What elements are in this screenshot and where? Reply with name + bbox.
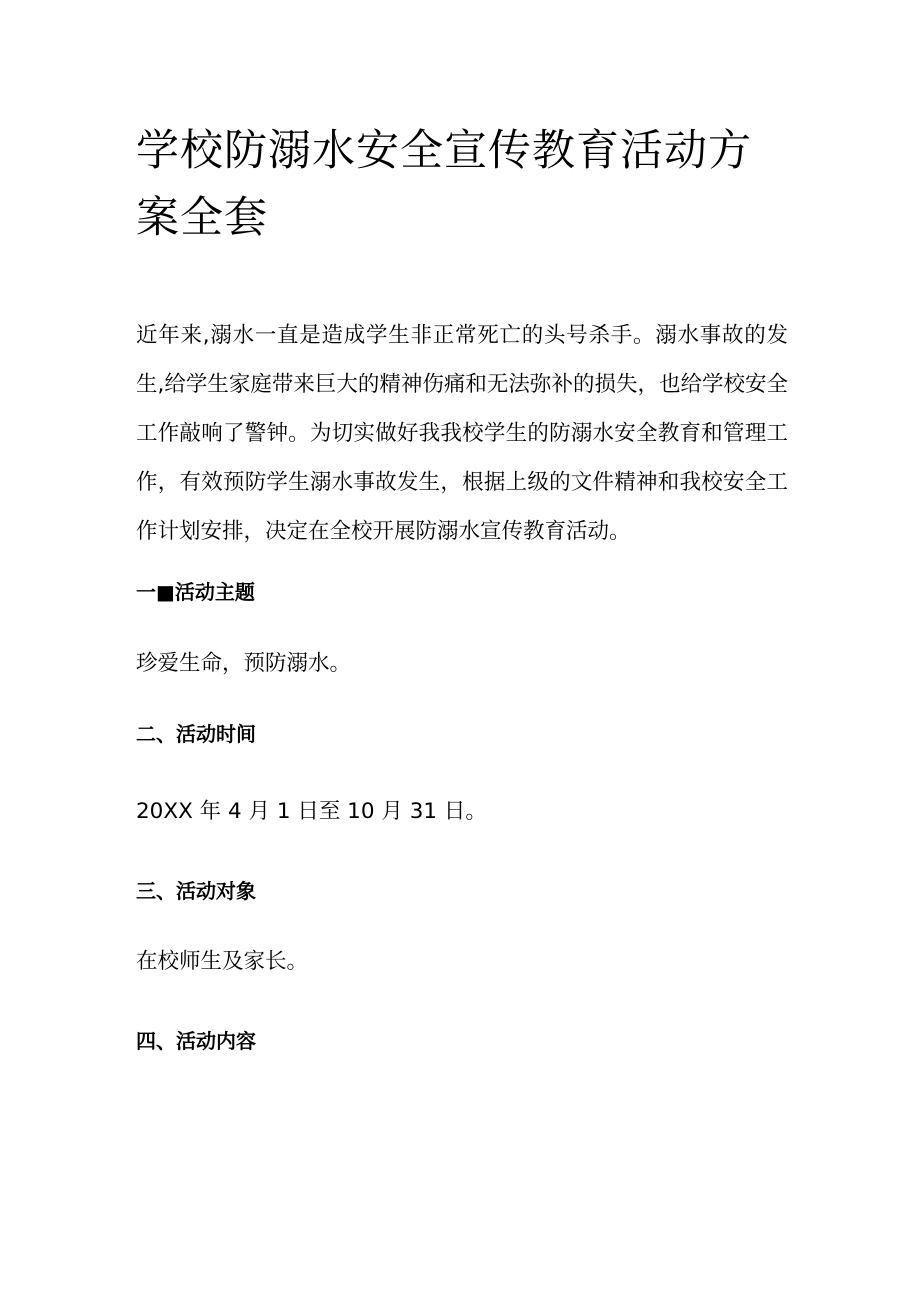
section-heading-audience: 三、活动对象 bbox=[136, 879, 256, 903]
section-text-audience: 在校师生及家长。 bbox=[136, 949, 309, 974]
section-heading-time: 二、活动时间 bbox=[136, 722, 256, 746]
intro-paragraph: 近年来,溺水一直是造成学生非正常死亡的头号杀手。溺水事故的发生,给学生家庭带来巨大的精神伤痛和无法弥补的损失，也给学校安全工作敲响了警钟。为切实做好我我校学生的防溺水安全教育和管理工作，有效预防学生溺水事故发生，根据上级的文件精神和我校安全工作计划安排，决定在全校开展防溺水宣传教育活动。 bbox=[136, 323, 788, 544]
section-text-theme: 珍爱生命，预防溺水。 bbox=[136, 651, 352, 676]
section-text-time: 20XX 年 4 月 1 日至 10 月 31 日。 bbox=[136, 799, 487, 824]
document-title: 学校防溺水安全宣传教育活动方案全套 bbox=[136, 126, 752, 243]
section-heading-theme: 一■活动主题 bbox=[136, 580, 255, 604]
section-heading-content: 四、活动内容 bbox=[136, 1029, 256, 1053]
